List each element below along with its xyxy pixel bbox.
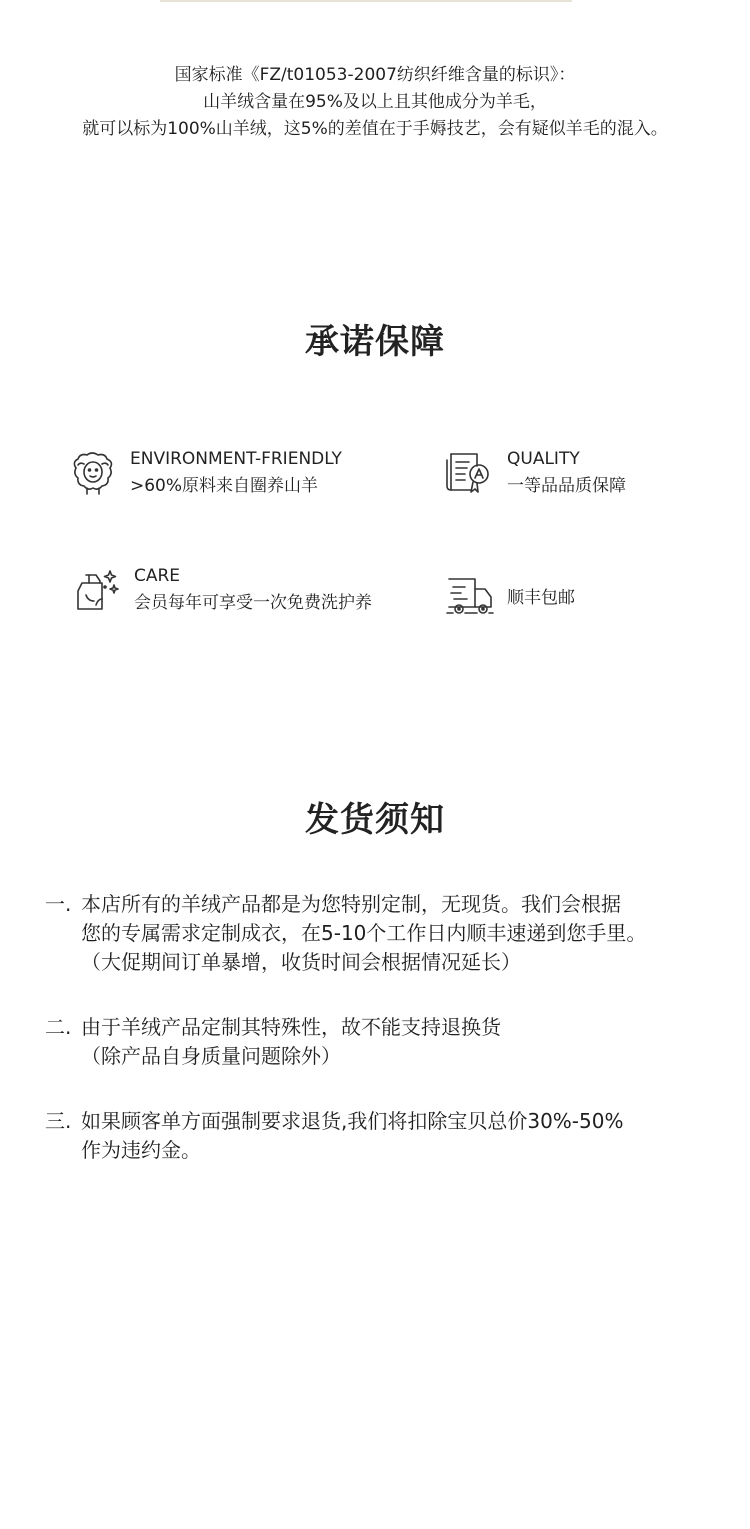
list-item [45,890,646,977]
care-spray-icon [72,565,122,615]
note-line: 您的专属需求定制成衣，在5-10个工作日内顺丰速递到您手里。 [81,921,647,945]
list-item [45,1013,646,1071]
care-title: CARE [134,566,181,586]
care-desc: 会员每年可享受一次免费洗护养 [134,593,372,613]
environment-title: ENVIRONMENT-FRIENDLY [130,449,342,469]
standard-line-2: 山羊绒含量在95%及以上且其他成分为羊毛， [203,92,547,112]
note-line: 由于羊绒产品定制其特殊性，故不能支持退换货 [81,1015,501,1039]
note-number: 二. [45,1015,72,1039]
promise-item-shipping [445,573,575,623]
standard-text-block [0,62,750,143]
promise-item-care [72,563,372,617]
note-line: （大促期间订单暴增，收货时间会根据情况延长） [81,950,521,974]
standard-line-3: 就可以标为100%山羊绒，这5%的差值在于手媷技艺，会有疑似羊毛的混入。 [82,119,668,139]
quality-certificate-icon [445,448,495,498]
note-line: 本店所有的羊绒产品都是为您特别定制，无现货。我们会根据 [81,892,621,916]
note-number: 一. [45,892,72,916]
top-divider [160,0,572,2]
note-line: 如果顾客单方面强制要求退货,我们将扣除宝贝总价30%-50% [81,1109,624,1133]
note-line: 作为违约金。 [81,1138,201,1162]
shipping-desc: 顺丰包邮 [507,587,575,608]
note-line: （除产品自身质量问题除外） [81,1044,341,1068]
shipping-notice-title: 发货须知 [305,800,445,840]
note-number: 三. [45,1109,72,1133]
promise-title: 承诺保障 [305,322,445,362]
list-item [45,1107,646,1165]
promise-item-environment [68,446,342,500]
standard-line-1: 国家标准《FZ/t01053-2007纺织纤维含量的标识》： [174,65,576,85]
shipping-notes [45,890,646,1201]
quality-title: QUALITY [507,449,580,469]
quality-desc: 一等品品质保障 [507,476,626,496]
delivery-truck-icon [445,573,495,623]
environment-desc: >60%原料来自圈养山羊 [130,476,319,496]
promise-item-quality [445,446,626,500]
sheep-icon [68,448,118,498]
